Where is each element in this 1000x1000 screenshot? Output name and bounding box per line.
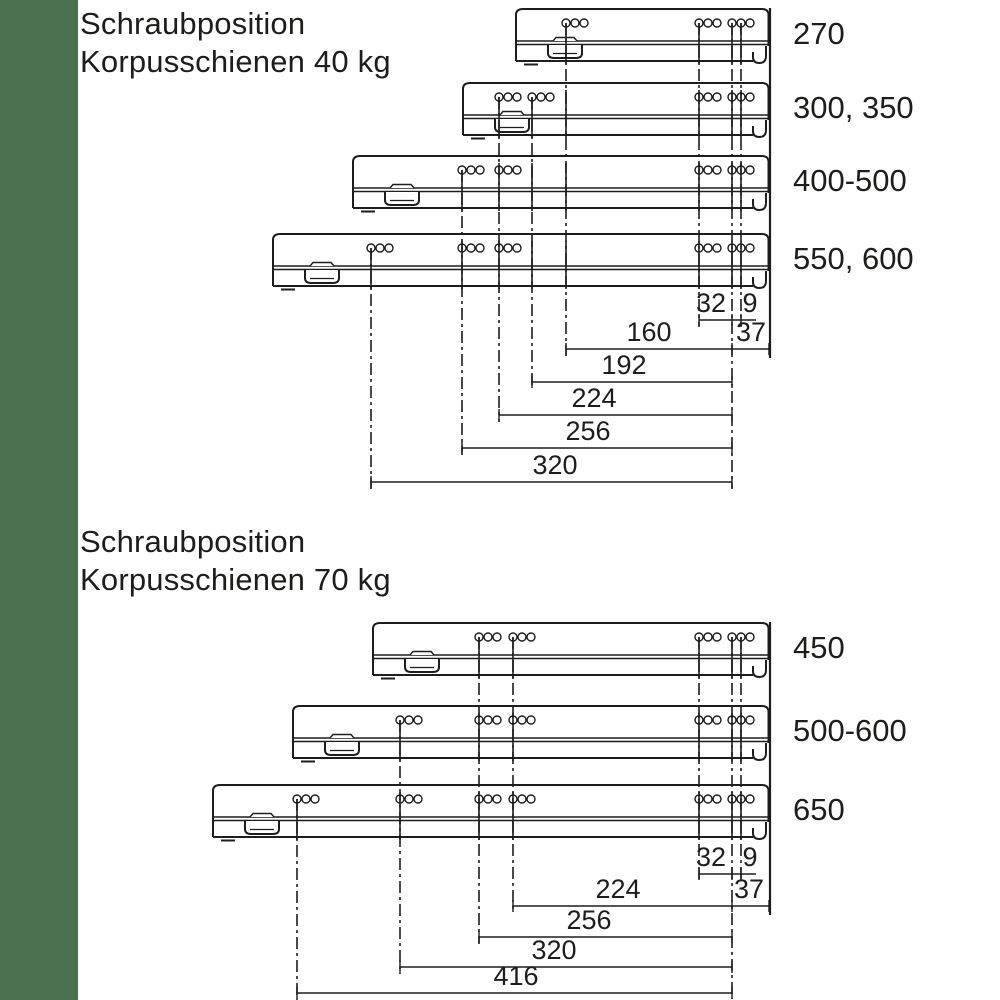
screw-hole (713, 93, 721, 101)
dimension-label: 224 (571, 383, 617, 413)
screw-hole (302, 795, 310, 803)
rail-hook (753, 271, 766, 288)
screw-hole (713, 166, 721, 174)
screw-hole (504, 93, 512, 101)
screw-hole (537, 93, 545, 101)
screw-hole (484, 633, 492, 641)
screw-hole (518, 795, 526, 803)
screw-hole (405, 716, 413, 724)
latch-handle (548, 45, 582, 58)
latch-handle (495, 119, 529, 132)
title-line-2: Korpusschienen 40 kg (80, 44, 391, 79)
dimension-label: 416 (493, 961, 539, 991)
screw-hole (704, 244, 712, 252)
screw-hole (527, 633, 535, 641)
screw-hole (527, 795, 535, 803)
dimension-label: 32 (695, 288, 727, 318)
screw-hole (518, 716, 526, 724)
screw-hole (476, 244, 484, 252)
section-title-40kg (80, 5, 391, 81)
screw-hole (493, 795, 501, 803)
screw-hole (704, 166, 712, 174)
dimension-label: 32 (695, 842, 727, 872)
screw-hole (414, 795, 422, 803)
dimension-label: 320 (531, 935, 577, 965)
rail-length-label: 500-600 (793, 713, 907, 748)
rail-length-label: 300, 350 (793, 90, 914, 125)
title-line-1: Schraubposition (80, 524, 306, 559)
screw-hole (414, 716, 422, 724)
screw-hole (467, 166, 475, 174)
rail-hook (753, 822, 766, 839)
rail-hook (753, 120, 766, 137)
rail-hook (753, 193, 766, 210)
screw-hole (746, 19, 754, 27)
screw-hole (571, 19, 579, 27)
latch-handle (325, 742, 359, 755)
screw-hole (746, 166, 754, 174)
dimension-label: 256 (565, 416, 611, 446)
screw-hole (513, 166, 521, 174)
screw-hole (546, 93, 554, 101)
screw-hole (746, 716, 754, 724)
latch-bump (390, 185, 414, 189)
screw-hole (385, 244, 393, 252)
rail-length-label: 400-500 (793, 163, 907, 198)
dimension-label: 256 (566, 905, 612, 935)
screw-hole (713, 716, 721, 724)
latch-handle (405, 659, 439, 672)
screw-hole (493, 633, 501, 641)
screw-hole (704, 795, 712, 803)
screw-hole (311, 795, 319, 803)
screw-hole (704, 633, 712, 641)
screw-hole (513, 244, 521, 252)
title-line-2: Korpusschienen 70 kg (80, 562, 391, 597)
rail-length-label: 650 (793, 792, 845, 827)
screw-hole (484, 795, 492, 803)
screw-hole (376, 244, 384, 252)
dimension-label: 320 (532, 450, 578, 480)
latch-bump (330, 735, 354, 739)
screw-hole (527, 716, 535, 724)
screw-hole (467, 244, 475, 252)
screw-hole (504, 166, 512, 174)
screw-hole (704, 19, 712, 27)
latch-bump (553, 38, 577, 42)
screw-hole (405, 795, 413, 803)
screw-hole (493, 716, 501, 724)
screw-hole (713, 795, 721, 803)
latch-bump (500, 112, 524, 116)
screw-hole (746, 244, 754, 252)
screw-hole (746, 93, 754, 101)
title-line-1: Schraubposition (80, 6, 306, 41)
screw-hole (704, 716, 712, 724)
latch-handle (385, 192, 419, 205)
rail-hook (753, 743, 766, 760)
rail-hook (753, 660, 766, 677)
latch-handle (245, 821, 279, 834)
screw-hole (704, 93, 712, 101)
screw-hole (713, 244, 721, 252)
screw-hole (746, 633, 754, 641)
section-title-70kg (80, 523, 391, 599)
latch-handle (305, 270, 339, 283)
rail-length-label: 270 (793, 16, 845, 51)
dimension-label: 224 (595, 874, 641, 904)
dimension-label: 160 (626, 317, 672, 347)
screw-hole (580, 19, 588, 27)
latch-bump (310, 263, 334, 267)
screw-hole (713, 633, 721, 641)
screw-hole (518, 633, 526, 641)
screw-hole (484, 716, 492, 724)
rail-length-label: 550, 600 (793, 241, 914, 276)
dimension-label: 37 (733, 874, 765, 904)
latch-bump (250, 814, 274, 818)
dimension-label: 9 (742, 288, 758, 318)
dimension-label: 9 (742, 842, 758, 872)
screw-hole (513, 93, 521, 101)
screw-hole (746, 795, 754, 803)
dimension-label: 192 (601, 350, 647, 380)
screw-hole (476, 166, 484, 174)
latch-bump (410, 652, 434, 656)
screw-hole (713, 19, 721, 27)
rail-hook (753, 46, 766, 63)
dimension-label: 37 (735, 317, 767, 347)
rail-length-label: 450 (793, 630, 845, 665)
screw-hole (504, 244, 512, 252)
